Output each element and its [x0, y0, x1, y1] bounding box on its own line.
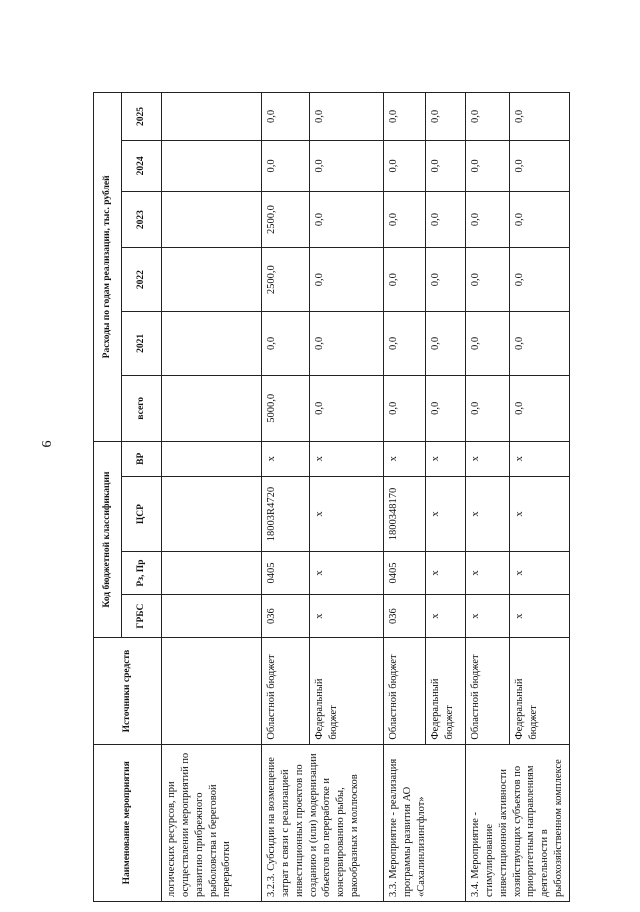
- cell-2023: 0,0: [426, 191, 466, 247]
- page-number: 6: [40, 440, 55, 448]
- cell-rzpr: х: [466, 552, 510, 595]
- cell-source: Федеральный бюджет: [310, 638, 384, 744]
- cell-rzpr: 0405: [384, 552, 426, 595]
- cell-vr: х: [466, 441, 510, 476]
- cell-csr: [162, 476, 262, 551]
- cell-2022: 0,0: [510, 248, 570, 312]
- cell-vr: х: [384, 441, 426, 476]
- cell-2022: 0,0: [426, 248, 466, 312]
- cell-source: Областной бюджет: [384, 638, 426, 744]
- cell-name: логических ресурсов, при осуществлении мероприятий по развитию прибрежного рыболовства и береговой переработки: [162, 744, 262, 901]
- cell-csr: х: [426, 476, 466, 551]
- cell-2023: 0,0: [310, 191, 384, 247]
- cell-2022: 0,0: [466, 248, 510, 312]
- cell-2021: 0,0: [466, 312, 510, 376]
- cell-grbs: [162, 594, 262, 638]
- header-vr: ВР: [122, 441, 162, 476]
- cell-2021: 0,0: [384, 312, 426, 376]
- cell-2025: [162, 93, 262, 141]
- cell-vr: х: [310, 441, 384, 476]
- cell-rzpr: 0405: [262, 552, 310, 595]
- cell-name: 3.3. Мероприятие - реализация программы развития АО «Сахалинлизингфлот»: [384, 744, 466, 901]
- header-2025: 2025: [122, 93, 162, 141]
- header-budget-classification: Код бюджетной классификации: [94, 441, 122, 638]
- header-2021: 2021: [122, 312, 162, 376]
- header-expenses: Расходы по годам реализации, тыс. рублей: [94, 93, 122, 442]
- cell-2025: 0,0: [384, 93, 426, 141]
- cell-2023: 2500,0: [262, 191, 310, 247]
- cell-source: [162, 638, 262, 744]
- cell-2025: 0,0: [262, 93, 310, 141]
- cell-2025: 0,0: [466, 93, 510, 141]
- header-total: всего: [122, 375, 162, 441]
- cell-total: 0,0: [310, 375, 384, 441]
- header-2023: 2023: [122, 191, 162, 247]
- cell-2022: 0,0: [310, 248, 384, 312]
- cell-rzpr: [162, 552, 262, 595]
- cell-name: 3.2.3. Субсидии на возмещение затрат в связи с реализацией инвестиционных проектов по созданию и (или) модернизации объектов по переработке и консервированию рыбы, ракообразных и моллюсков: [262, 744, 384, 901]
- cell-total: 5000,0: [262, 375, 310, 441]
- cell-2023: 0,0: [510, 191, 570, 247]
- cell-source: Областной бюджет: [262, 638, 310, 744]
- cell-2022: 2500,0: [262, 248, 310, 312]
- cell-csr: х: [510, 476, 570, 551]
- cell-2024: [162, 140, 262, 191]
- cell-2025: 0,0: [510, 93, 570, 141]
- table-row: [384, 93, 426, 902]
- cell-csr: 18003R4720: [262, 476, 310, 551]
- cell-2021: [162, 312, 262, 376]
- header-name: Наименование мероприятия: [94, 744, 162, 901]
- cell-grbs: 036: [262, 594, 310, 638]
- cell-csr: 1800348170: [384, 476, 426, 551]
- cell-total: 0,0: [384, 375, 426, 441]
- cell-2023: 0,0: [466, 191, 510, 247]
- cell-grbs: х: [310, 594, 384, 638]
- header-source: Источники средств: [94, 638, 162, 744]
- cell-grbs: х: [510, 594, 570, 638]
- cell-2021: 0,0: [510, 312, 570, 376]
- header-csr: ЦСР: [122, 476, 162, 551]
- cell-2022: [162, 248, 262, 312]
- header-row-1: [94, 93, 122, 902]
- table-row: [162, 93, 262, 902]
- table-row: [466, 93, 510, 902]
- cell-vr: х: [510, 441, 570, 476]
- cell-source: Федеральный бюджет: [426, 638, 466, 744]
- cell-2024: 0,0: [310, 140, 384, 191]
- cell-grbs: 036: [384, 594, 426, 638]
- cell-source: Федеральный бюджет: [510, 638, 570, 744]
- cell-2024: 0,0: [426, 140, 466, 191]
- cell-vr: х: [262, 441, 310, 476]
- cell-2022: 0,0: [384, 248, 426, 312]
- cell-2023: 0,0: [384, 191, 426, 247]
- budget-table: [93, 92, 570, 902]
- cell-2021: 0,0: [262, 312, 310, 376]
- cell-rzpr: х: [426, 552, 466, 595]
- cell-name: 3.4. Мероприятие - стимулирование инвестиционной активности хозяйствующих субъектов по приоритетным направлениям деятельности в рыбохозяйственном комплексе: [466, 744, 570, 901]
- cell-source: Областной бюджет: [466, 638, 510, 744]
- table-row: [262, 93, 310, 902]
- cell-grbs: х: [466, 594, 510, 638]
- cell-csr: х: [466, 476, 510, 551]
- cell-2024: 0,0: [262, 140, 310, 191]
- cell-rzpr: х: [310, 552, 384, 595]
- cell-2021: 0,0: [426, 312, 466, 376]
- cell-vr: [162, 441, 262, 476]
- cell-2024: 0,0: [510, 140, 570, 191]
- cell-2023: [162, 191, 262, 247]
- cell-total: 0,0: [510, 375, 570, 441]
- cell-2024: 0,0: [384, 140, 426, 191]
- cell-total: 0,0: [466, 375, 510, 441]
- cell-total: 0,0: [426, 375, 466, 441]
- cell-grbs: х: [426, 594, 466, 638]
- cell-total: [162, 375, 262, 441]
- header-grbs: ГРБС: [122, 594, 162, 638]
- cell-2025: 0,0: [310, 93, 384, 141]
- cell-2025: 0,0: [426, 93, 466, 141]
- cell-2024: 0,0: [466, 140, 510, 191]
- cell-csr: х: [310, 476, 384, 551]
- header-2022: 2022: [122, 248, 162, 312]
- rotated-table-area: [93, 92, 613, 902]
- cell-rzpr: х: [510, 552, 570, 595]
- cell-vr: х: [426, 441, 466, 476]
- cell-2021: 0,0: [310, 312, 384, 376]
- header-rzpr: Рз, Пр: [122, 552, 162, 595]
- header-2024: 2024: [122, 140, 162, 191]
